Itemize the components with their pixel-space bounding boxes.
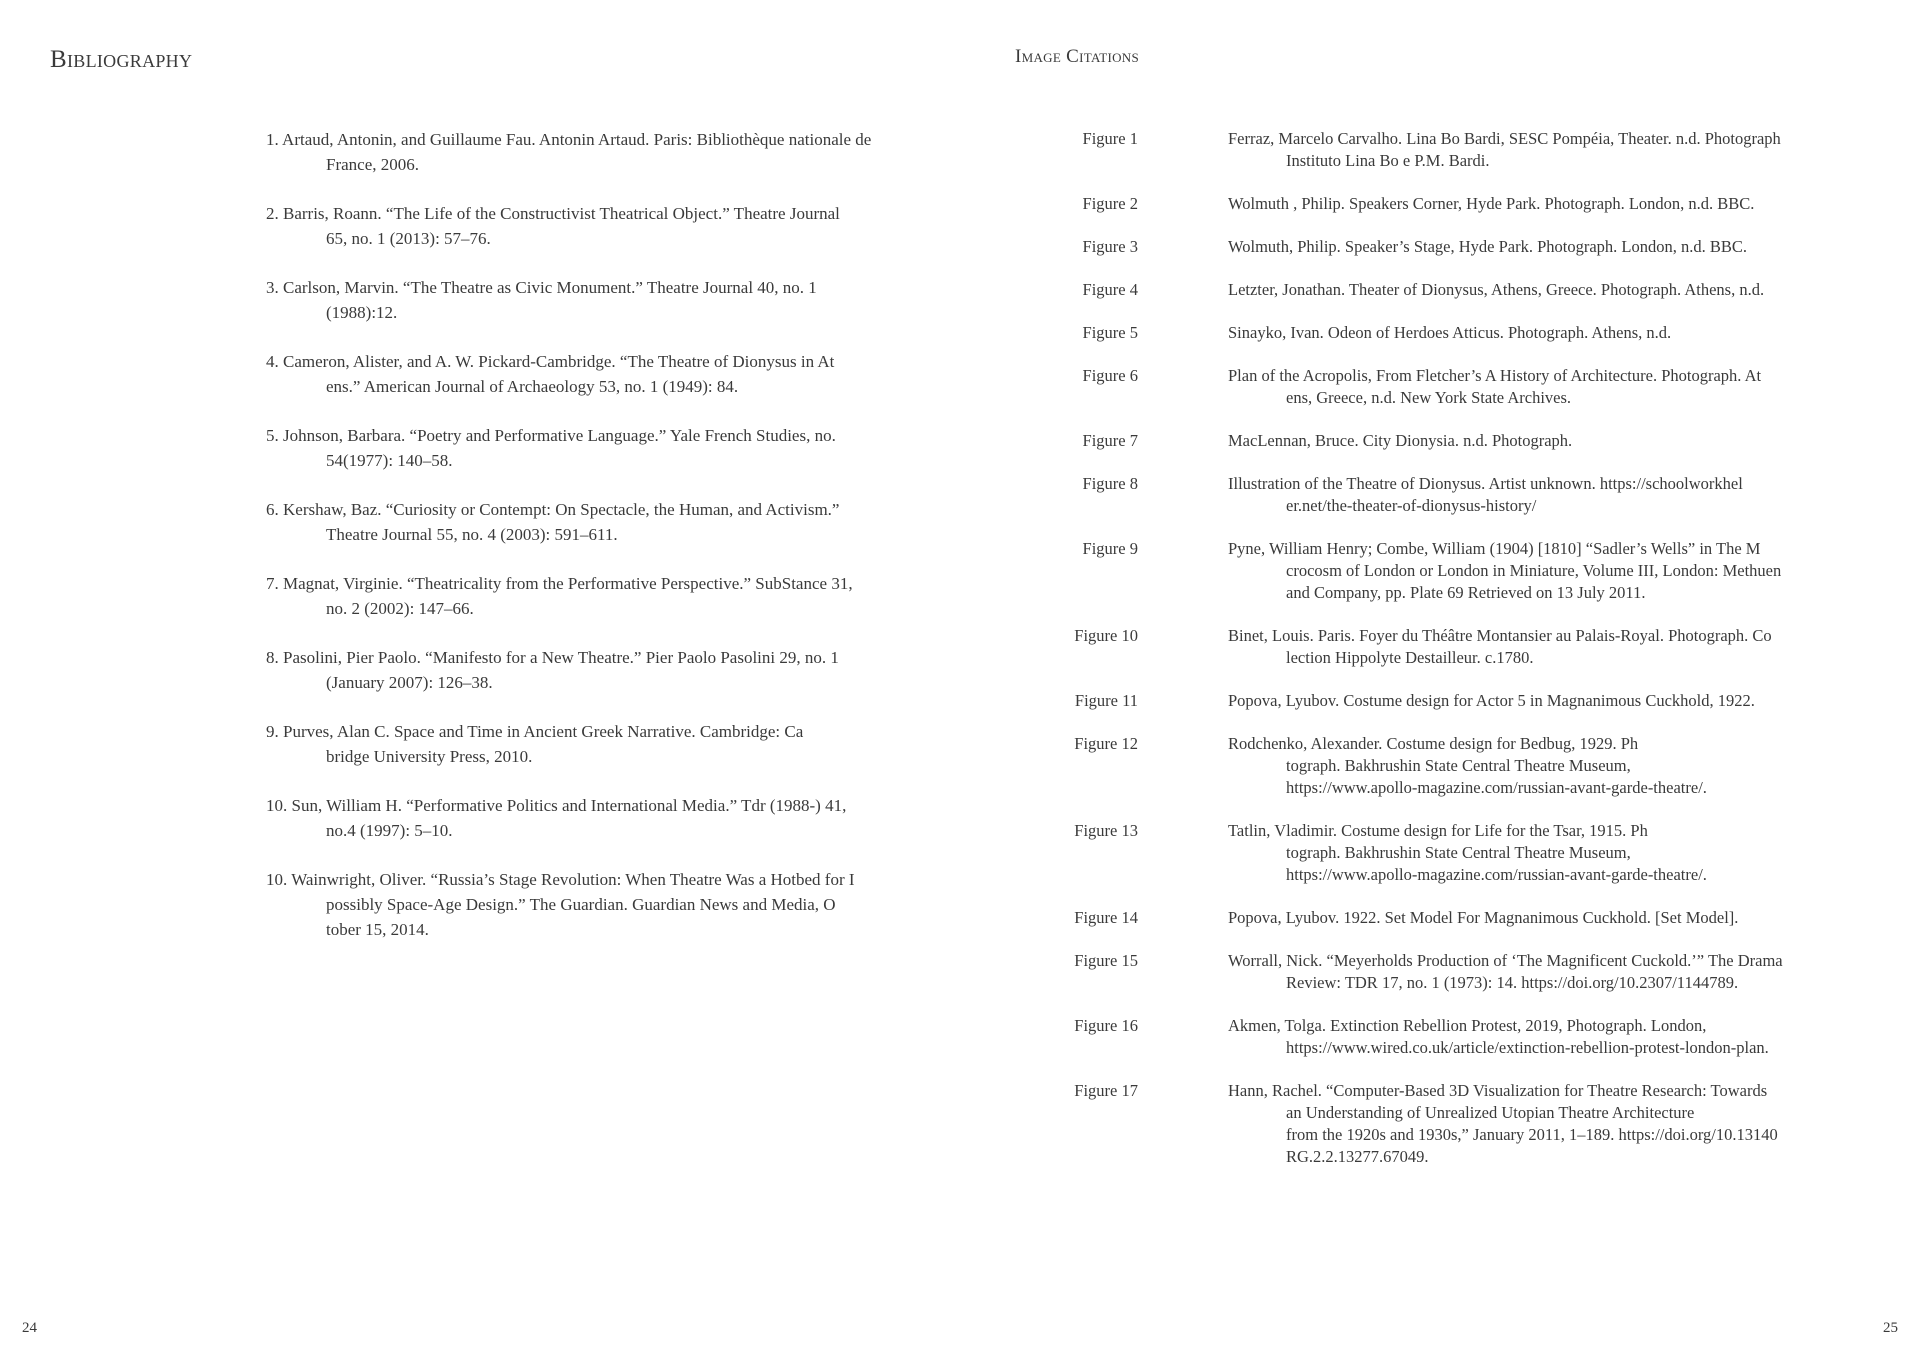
citation-text bbox=[1228, 322, 1890, 344]
figure-label: Figure 8 bbox=[1082, 474, 1138, 493]
bibliography-entry-line: 9. Purves, Alan C. Space and Time in Ancient Greek Narrative. Cambridge: Ca bbox=[266, 722, 804, 741]
bibliography-entry-line: Theatre Journal 55, no. 4 (2003): 591–611. bbox=[326, 525, 618, 544]
bibliography-entry-line: (1988):12. bbox=[326, 303, 398, 322]
citation-entry bbox=[1010, 1015, 1890, 1059]
citation-entry bbox=[1010, 820, 1890, 886]
bibliography-entry bbox=[266, 719, 916, 769]
citation-text-line: https://www.apollo-magazine.com/russian-avant-garde-theatre/. bbox=[1286, 778, 1707, 797]
bibliography-entry bbox=[266, 349, 916, 399]
bibliography-entry-line: (January 2007): 126–38. bbox=[326, 673, 493, 692]
citation-text bbox=[1228, 193, 1890, 215]
citation-text bbox=[1228, 820, 1890, 886]
bibliography-entry-line: no.4 (1997): 5–10. bbox=[326, 821, 453, 840]
citation-entry bbox=[1010, 690, 1890, 712]
page-number-right: 25 bbox=[1883, 1320, 1898, 1336]
citation-text bbox=[1228, 365, 1890, 409]
citation-text bbox=[1228, 950, 1890, 994]
citation-entry bbox=[1010, 236, 1890, 258]
citation-entry bbox=[1010, 473, 1890, 517]
citation-text-line: lection Hippolyte Destailleur. c.1780. bbox=[1286, 648, 1534, 667]
image-citations-title: Image Citations bbox=[1015, 46, 1139, 67]
bibliography-entry-line: 2. Barris, Roann. “The Life of the Constructivist Theatrical Object.” Theatre Journal bbox=[266, 204, 840, 223]
bibliography-entry-line: tober 15, 2014. bbox=[326, 920, 429, 939]
citation-text-line: RG.2.2.13277.67049. bbox=[1286, 1147, 1429, 1166]
bibliography-entry-line: 54(1977): 140–58. bbox=[326, 451, 453, 470]
bibliography-entry bbox=[266, 275, 916, 325]
citation-text bbox=[1228, 538, 1890, 604]
bibliography-entry bbox=[266, 571, 916, 621]
citation-entry bbox=[1010, 279, 1890, 301]
figure-label: Figure 10 bbox=[1074, 626, 1138, 645]
citation-entry bbox=[1010, 625, 1890, 669]
citation-entry bbox=[1010, 128, 1890, 172]
citation-text-line: https://www.wired.co.uk/article/extinction-rebellion-protest-london-plan. bbox=[1286, 1038, 1769, 1057]
bibliography-entry bbox=[266, 793, 916, 843]
citation-text-line: Illustration of the Theatre of Dionysus. Artist unknown. https://schoolworkhel bbox=[1228, 474, 1743, 493]
citation-text-line: er.net/the-theater-of-dionysus-history/ bbox=[1286, 496, 1537, 515]
citation-text-line: Plan of the Acropolis, From Fletcher’s A History of Architecture. Photograph. At bbox=[1228, 366, 1762, 385]
bibliography-entry bbox=[266, 127, 916, 177]
citation-text-line: Binet, Louis. Paris. Foyer du Théâtre Montansier au Palais-Royal. Photograph. Co bbox=[1228, 626, 1772, 645]
figure-label: Figure 4 bbox=[1082, 280, 1138, 299]
citation-text-line: tograph. Bakhrushin State Central Theatre Museum, bbox=[1286, 756, 1631, 775]
citation-text-line: Sinayko, Ivan. Odeon of Herdoes Atticus. Photograph. Athens, n.d. bbox=[1228, 323, 1672, 342]
bibliography-entry-line: ens.” American Journal of Archaeology 53, no. 1 (1949): 84. bbox=[326, 377, 739, 396]
bibliography-entry bbox=[266, 645, 916, 695]
figure-label: Figure 3 bbox=[1082, 237, 1138, 256]
page-number-left: 24 bbox=[22, 1320, 37, 1336]
citation-text bbox=[1228, 690, 1890, 712]
citation-text bbox=[1228, 236, 1890, 258]
citation-text-line: Letzter, Jonathan. Theater of Dionysus, Athens, Greece. Photograph. Athens, n.d. bbox=[1228, 280, 1765, 299]
bibliography-entry bbox=[266, 201, 916, 251]
citation-entry bbox=[1010, 950, 1890, 994]
citation-text-line: Popova, Lyubov. Costume design for Actor 5 in Magnanimous Cuckhold, 1922. bbox=[1228, 691, 1755, 710]
right-page bbox=[960, 0, 1920, 1357]
figure-label: Figure 5 bbox=[1082, 323, 1138, 342]
citation-text-line: tograph. Bakhrushin State Central Theatre Museum, bbox=[1286, 843, 1631, 862]
citation-text-line: from the 1920s and 1930s,” January 2011, 1–189. https://doi.org/10.13140 bbox=[1286, 1125, 1778, 1144]
bibliography-entry-line: 65, no. 1 (2013): 57–76. bbox=[326, 229, 491, 248]
citation-text bbox=[1228, 907, 1890, 929]
citation-text-line: Pyne, William Henry; Combe, William (1904) [1810] “Sadler’s Wells” in The M bbox=[1228, 539, 1761, 558]
citation-text-line: an Understanding of Unrealized Utopian Theatre Architecture bbox=[1286, 1103, 1695, 1122]
figure-label: Figure 16 bbox=[1074, 1016, 1138, 1035]
citation-text-line: Popova, Lyubov. 1922. Set Model For Magnanimous Cuckhold. [Set Model]. bbox=[1228, 908, 1739, 927]
bibliography-list bbox=[266, 127, 916, 966]
citation-text-line: Wolmuth , Philip. Speakers Corner, Hyde Park. Photograph. London, n.d. BBC. bbox=[1228, 194, 1755, 213]
citation-text-line: Ferraz, Marcelo Carvalho. Lina Bo Bardi, SESC Pompéia, Theater. n.d. Photograph bbox=[1228, 129, 1781, 148]
figure-label: Figure 9 bbox=[1082, 539, 1138, 558]
bibliography-title: Bibliography bbox=[50, 46, 193, 73]
citation-text bbox=[1228, 279, 1890, 301]
citation-text-line: Rodchenko, Alexander. Costume design for Bedbug, 1929. Ph bbox=[1228, 734, 1639, 753]
figure-label: Figure 12 bbox=[1074, 734, 1138, 753]
bibliography-entry-line: 5. Johnson, Barbara. “Poetry and Performative Language.” Yale French Studies, no. bbox=[266, 426, 836, 445]
bibliography-entry-line: 3. Carlson, Marvin. “The Theatre as Civic Monument.” Theatre Journal 40, no. 1 bbox=[266, 278, 817, 297]
citation-text bbox=[1228, 473, 1890, 517]
citation-text-line: Review: TDR 17, no. 1 (1973): 14. https://doi.org/10.2307/1144789. bbox=[1286, 973, 1739, 992]
figure-label: Figure 14 bbox=[1074, 908, 1138, 927]
bibliography-entry bbox=[266, 423, 916, 473]
bibliography-entry bbox=[266, 867, 916, 942]
bibliography-entry bbox=[266, 497, 916, 547]
citation-text bbox=[1228, 128, 1890, 172]
citation-entry bbox=[1010, 538, 1890, 604]
citation-text-line: crocosm of London or London in Miniature, Volume III, London: Methuen bbox=[1286, 561, 1782, 580]
citation-text bbox=[1228, 733, 1890, 799]
bibliography-entry-line: 8. Pasolini, Pier Paolo. “Manifesto for a New Theatre.” Pier Paolo Pasolini 29, no. 1 bbox=[266, 648, 839, 667]
citation-entry bbox=[1010, 907, 1890, 929]
figure-label: Figure 15 bbox=[1074, 951, 1138, 970]
bibliography-entry-line: 10. Wainwright, Oliver. “Russia’s Stage Revolution: When Theatre Was a Hotbed for I bbox=[266, 870, 855, 889]
citation-text-line: Tatlin, Vladimir. Costume design for Life for the Tsar, 1915. Ph bbox=[1228, 821, 1648, 840]
citation-text bbox=[1228, 625, 1890, 669]
figure-label: Figure 2 bbox=[1082, 194, 1138, 213]
citation-text-line: Worrall, Nick. “Meyerholds Production of ‘The Magnificent Cuckold.’” The Drama bbox=[1228, 951, 1783, 970]
bibliography-entry-line: 4. Cameron, Alister, and A. W. Pickard-Cambridge. “The Theatre of Dionysus in At bbox=[266, 352, 835, 371]
citation-text-line: Hann, Rachel. “Computer-Based 3D Visualization for Theatre Research: Towards bbox=[1228, 1081, 1768, 1100]
bibliography-entry-line: 1. Artaud, Antonin, and Guillaume Fau. Antonin Artaud. Paris: Bibliothèque nationale de bbox=[266, 130, 872, 149]
figure-label: Figure 6 bbox=[1082, 366, 1138, 385]
figure-label: Figure 11 bbox=[1074, 691, 1138, 710]
figure-label: Figure 1 bbox=[1082, 129, 1138, 148]
citation-entry bbox=[1010, 1080, 1890, 1168]
citation-text bbox=[1228, 1015, 1890, 1059]
citation-entry bbox=[1010, 193, 1890, 215]
bibliography-entry-line: possibly Space-Age Design.” The Guardian. Guardian News and Media, O bbox=[326, 895, 836, 914]
citation-text bbox=[1228, 430, 1890, 452]
citation-text-line: https://www.apollo-magazine.com/russian-avant-garde-theatre/. bbox=[1286, 865, 1707, 884]
figure-label: Figure 17 bbox=[1074, 1081, 1138, 1100]
citation-entry bbox=[1010, 322, 1890, 344]
bibliography-entry-line: France, 2006. bbox=[326, 155, 420, 174]
citation-entry bbox=[1010, 430, 1890, 452]
image-citations-list bbox=[1010, 128, 1890, 1189]
bibliography-entry-line: 6. Kershaw, Baz. “Curiosity or Contempt: On Spectacle, the Human, and Activism.” bbox=[266, 500, 840, 519]
citation-text-line: Instituto Lina Bo e P.M. Bardi. bbox=[1286, 151, 1490, 170]
citation-text-line: MacLennan, Bruce. City Dionysia. n.d. Photograph. bbox=[1228, 431, 1573, 450]
bibliography-entry-line: 10. Sun, William H. “Performative Politics and International Media.” Tdr (1988-) 41, bbox=[266, 796, 847, 815]
figure-label: Figure 7 bbox=[1082, 431, 1138, 450]
figure-label: Figure 13 bbox=[1074, 821, 1138, 840]
citation-text-line: Akmen, Tolga. Extinction Rebellion Protest, 2019, Photograph. London, bbox=[1228, 1016, 1707, 1035]
citation-text-line: Wolmuth, Philip. Speaker’s Stage, Hyde Park. Photograph. London, n.d. BBC. bbox=[1228, 237, 1748, 256]
bibliography-entry-line: no. 2 (2002): 147–66. bbox=[326, 599, 474, 618]
bibliography-entry-line: 7. Magnat, Virginie. “Theatricality from the Performative Perspective.” SubStance 31, bbox=[266, 574, 853, 593]
citation-text-line: ens, Greece, n.d. New York State Archives. bbox=[1286, 388, 1572, 407]
bibliography-entry-line: bridge University Press, 2010. bbox=[326, 747, 533, 766]
citation-text bbox=[1228, 1080, 1890, 1168]
citation-entry bbox=[1010, 365, 1890, 409]
citation-text-line: and Company, pp. Plate 69 Retrieved on 13 July 2011. bbox=[1286, 583, 1646, 602]
citation-entry bbox=[1010, 733, 1890, 799]
